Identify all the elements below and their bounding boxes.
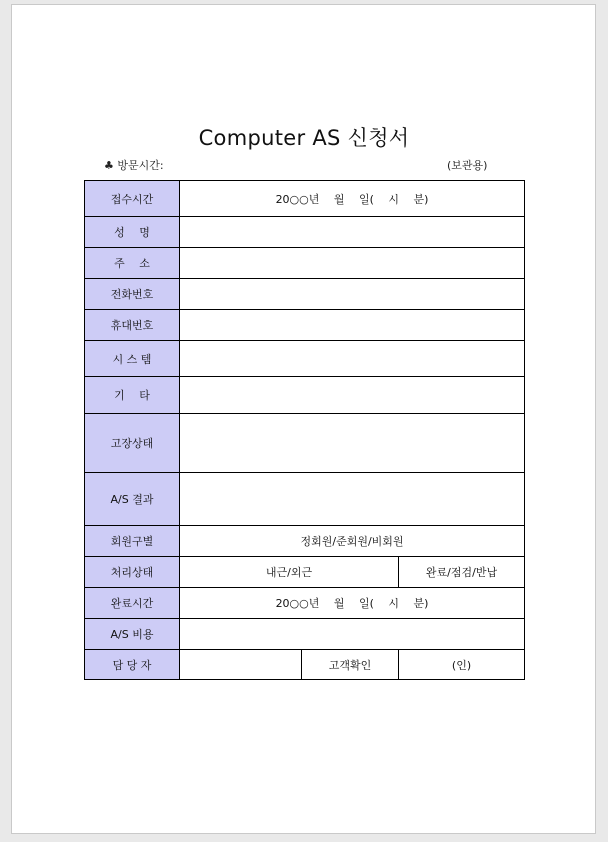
- page-title: Computer AS 신청서: [198, 126, 410, 150]
- phone-value[interactable]: [180, 279, 525, 310]
- form-row-name: [85, 217, 525, 248]
- form-row-as-result: [85, 473, 525, 526]
- seal-mark[interactable]: (인): [399, 650, 525, 680]
- staff-label: 담 당 자: [85, 650, 180, 680]
- name-value[interactable]: [180, 217, 525, 248]
- complete-time-label: 완료시간: [85, 588, 180, 619]
- as-cost-value[interactable]: [180, 619, 525, 650]
- phone-label: 전화번호: [85, 279, 180, 310]
- form-row-receipt-time: [85, 181, 525, 217]
- name-label: 성 명: [85, 217, 180, 248]
- system-value[interactable]: [180, 341, 525, 377]
- address-value[interactable]: [180, 248, 525, 279]
- address-label: 주 소: [85, 248, 180, 279]
- form-row-complete-time: [85, 588, 525, 619]
- as-cost-label: A/S 비용: [85, 619, 180, 650]
- visit-time-label: ♣ 방문시간:: [104, 159, 164, 172]
- form-row-member-type: [85, 526, 525, 557]
- receipt-time-value[interactable]: 20○○년 월 일( 시 분): [180, 181, 525, 217]
- form-row-staff: [85, 650, 525, 680]
- staff-value[interactable]: [180, 650, 302, 680]
- form-row-etc: [85, 377, 525, 414]
- member-type-label: 회원구별: [85, 526, 180, 557]
- form-row-fault: [85, 414, 525, 473]
- fault-label: 고장상태: [85, 414, 180, 473]
- as-result-value[interactable]: [180, 473, 525, 526]
- form-row-address: [85, 248, 525, 279]
- process-value-status[interactable]: 완료/점검/반납: [399, 557, 525, 588]
- form-row-mobile: [85, 310, 525, 341]
- complete-time-value[interactable]: 20○○년 월 일( 시 분): [180, 588, 525, 619]
- process-value-location[interactable]: 내근/외근: [180, 557, 399, 588]
- system-label: 시 스 템: [85, 341, 180, 377]
- form-row-phone: [85, 279, 525, 310]
- fault-value[interactable]: [180, 414, 525, 473]
- form-row-system: [85, 341, 525, 377]
- form-row-process: [85, 557, 525, 588]
- member-type-value[interactable]: 정회원/준회원/비회원: [180, 526, 525, 557]
- as-request-form: [84, 180, 525, 680]
- etc-label: 기 타: [85, 377, 180, 414]
- receipt-time-label: 접수시간: [85, 181, 180, 217]
- customer-confirm-label: 고객확인: [302, 650, 399, 680]
- mobile-label: 휴대번호: [85, 310, 180, 341]
- etc-value[interactable]: [180, 377, 525, 414]
- form-row-as-cost: [85, 619, 525, 650]
- process-label: 처리상태: [85, 557, 180, 588]
- copy-label: (보관용): [447, 159, 488, 172]
- as-result-label: A/S 결과: [85, 473, 180, 526]
- mobile-value[interactable]: [180, 310, 525, 341]
